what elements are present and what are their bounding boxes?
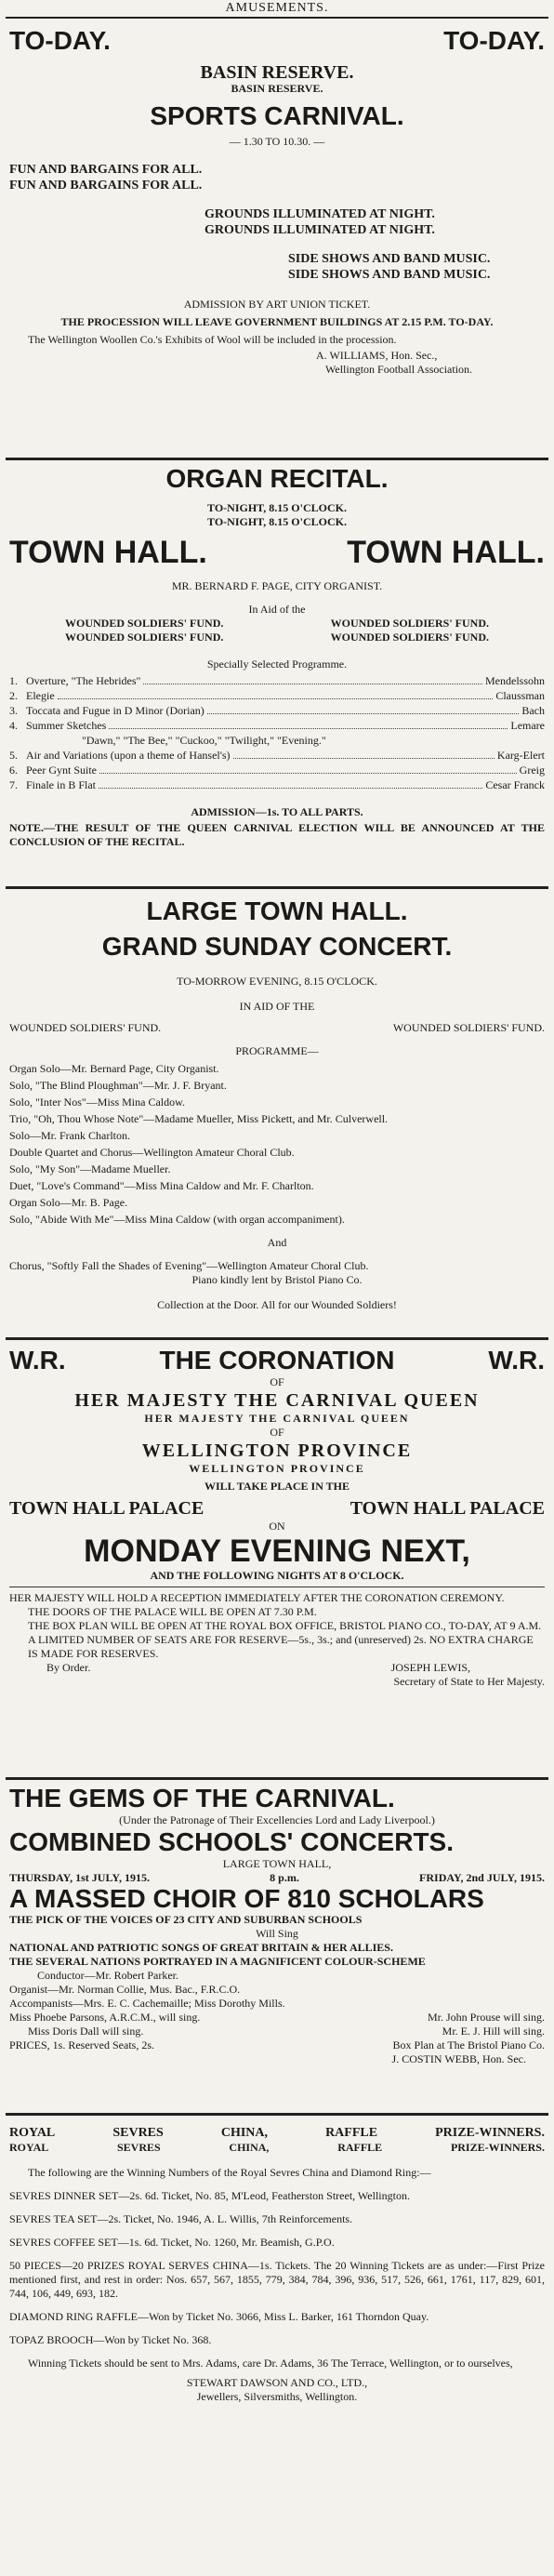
raffle-title-word: CHINA, <box>220 2126 269 2140</box>
newspaper-page <box>6 0 548 2534</box>
leader-dots <box>58 688 494 699</box>
singer-prouse: Mr. John Prouse will sing. <box>427 2011 545 2024</box>
item-composer: Claussman <box>495 689 545 702</box>
leader-dots <box>207 703 520 714</box>
province-line-1: WELLINGTON PROVINCE <box>141 1441 413 1461</box>
coronation-ad <box>6 1346 548 1773</box>
item-title: Finale in B Flat <box>26 778 96 791</box>
divider <box>6 1777 548 1780</box>
concert-time: 8 p.m. <box>270 1871 299 1884</box>
programme-item <box>9 718 545 733</box>
her-majesty-line-2: HER MAJESTY THE CARNIVAL QUEEN <box>144 1412 410 1425</box>
item-number: 4. <box>9 719 18 732</box>
raffle-title-word: CHINA, <box>229 2141 270 2154</box>
coronation-title: THE CORONATION <box>159 1346 395 1374</box>
will-take-place: WILL TAKE PLACE IN THE <box>204 1480 350 1493</box>
massed-choir: A MASSED CHOIR OF 810 SCHOLARS <box>9 1884 484 1913</box>
jewellers-line: Jewellers, Silversmiths, Wellington. <box>196 2390 358 2403</box>
programme-list <box>9 1062 545 1227</box>
item-title: "Dawn," "The Bee," "Cuckoo," "Twilight," "Evening." <box>82 734 326 747</box>
programme-line: Duet, "Love's Command"—Miss Mina Caldow and Mr. F. Charlton. <box>9 1179 314 1192</box>
basin-line-2: BASIN RESERVE. <box>231 82 323 95</box>
doors-line: THE DOORS OF THE PALACE WILL BE OPEN AT 7.30 P.M. <box>28 1605 317 1618</box>
item-composer: Bach <box>521 704 545 717</box>
sign-1: JOSEPH LEWIS, <box>390 1661 470 1674</box>
piano-line: Piano kindly lent by Bristol Piano Co. <box>191 1273 363 1286</box>
winning-tickets-line: Winning Tickets should be sent to Mrs. Adams, care Dr. Adams, 36 The Terrace, Wellington, or to ourselves, <box>28 2357 513 2370</box>
of-line-2: OF <box>270 1426 284 1439</box>
raffle-title-word: ROYAL <box>9 2126 56 2140</box>
item-number: 6. <box>9 764 18 777</box>
fund-2: WOUNDED SOLDIERS' FUND. <box>330 617 489 630</box>
her-majesty-line-1: HER MAJESTY THE CARNIVAL QUEEN <box>74 1390 480 1411</box>
organist-line: Organist—Mr. Norman Collie, Mus. Bac., F.R.C.O. <box>9 1983 241 1996</box>
fund-row-1 <box>9 617 545 631</box>
singer-dall: Miss Doris Dall will sing. <box>28 2025 144 2038</box>
side-shows-line-1: SIDE SHOWS AND BAND MUSIC. <box>288 252 491 266</box>
grounds-line-1: GROUNDS ILLUMINATED AT NIGHT. <box>204 207 435 221</box>
procession-line: THE PROCESSION WILL LEAVE GOVERNMENT BUILDINGS AT 2.15 P.M. TO-DAY. <box>60 315 494 328</box>
programme-line: Solo, "The Blind Ploughman"—Mr. J. F. Bryant. <box>9 1079 227 1092</box>
raffle-title-word: PRIZE-WINNERS. <box>450 2141 545 2154</box>
box-plan: Box Plan at The Bristol Piano Co. <box>392 2038 545 2052</box>
venue-line: LARGE TOWN HALL, <box>222 1857 332 1870</box>
dates-row <box>9 1871 545 1885</box>
leader-dots <box>99 777 482 789</box>
item-title: Summer Sketches <box>26 719 107 732</box>
programme-heading: PROGRAMME— <box>235 1044 319 1057</box>
coffee-set-line: SEVRES COFFEE SET—1s. 6d. Ticket, No. 1260, Mr. Beamish, G.P.O. <box>9 2236 335 2249</box>
divider <box>6 458 548 460</box>
tonight-line-2: TO-NIGHT, 8.15 O'CLOCK. <box>207 515 347 528</box>
organ-recital-ad <box>6 464 548 883</box>
monday-line: MONDAY EVENING NEXT, <box>84 1534 470 1569</box>
item-title: Toccata and Fugue in D Minor (Dorian) <box>26 704 204 717</box>
hon-sec: J. COSTIN WEBB, Hon. Sec. <box>391 2052 526 2065</box>
by-order-row <box>9 1661 545 1675</box>
leader-dots <box>143 673 482 684</box>
prices-row <box>9 2038 545 2052</box>
gems-title: THE GEMS OF THE CARNIVAL. <box>9 1784 395 1812</box>
dinner-set-line: SEVRES DINNER SET—2s. 6d. Ticket, No. 85, M'Leod, Featherston Street, Wellington. <box>9 2189 410 2202</box>
divider <box>6 886 548 889</box>
singer-hill: Mr. E. J. Hill will sing. <box>442 2025 545 2038</box>
today-right: TO-DAY. <box>443 26 545 55</box>
will-sing: Will Sing <box>256 1927 298 1940</box>
item-number: 3. <box>9 704 18 717</box>
item-composer: Karg-Elert <box>496 749 545 762</box>
on-line: ON <box>269 1520 285 1533</box>
programme-item <box>9 703 545 718</box>
programme-item <box>9 748 545 763</box>
fund-1: WOUNDED SOLDIERS' FUND. <box>65 617 224 630</box>
raffle-intro: The following are the Winning Numbers of the Royal Sevres China and Diamond Ring:— <box>28 2166 431 2179</box>
raffle-title-word: SEVRES <box>116 2141 161 2154</box>
item-title: Overture, "The Hebrides" <box>26 674 141 687</box>
town-hall-palace-row-1 <box>9 1497 545 1520</box>
item-title: Peer Gynt Suite <box>26 764 97 777</box>
fund-4: WOUNDED SOLDIERS' FUND. <box>330 631 489 644</box>
fund-left: WOUNDED SOLDIERS' FUND. <box>9 1021 162 1034</box>
basin-reserve <box>9 63 545 96</box>
fund-3: WOUNDED SOLDIERS' FUND. <box>65 631 224 644</box>
woollen-line: The Wellington Woollen Co.'s Exhibits of Wool will be included in the procession. <box>28 333 397 346</box>
and-line: And <box>267 1236 287 1249</box>
town-hall-row <box>9 535 545 570</box>
fun-line-2: FUN AND BARGAINS FOR ALL. <box>9 179 203 193</box>
town-hall-palace-1: TOWN HALL PALACE <box>9 1498 204 1519</box>
election-note: NOTE.—THE RESULT OF THE QUEEN CARNIVAL ELECTION WILL BE ANNOUNCED AT THE CONCLUSION OF THE RECITAL. <box>9 821 545 848</box>
conductor-line: Conductor—Mr. Robert Parker. <box>37 1969 178 1982</box>
sign-2: Secretary of State to Her Majesty. <box>393 1675 545 1688</box>
pick-line: THE PICK OF THE VOICES OF 23 CITY AND SUBURBAN SCHOOLS <box>9 1913 363 1926</box>
province-line-2: WELLINGTON PROVINCE <box>189 1462 365 1475</box>
programme-list <box>9 673 545 792</box>
stewart-dawson: STEWART DAWSON AND CO., LTD., <box>186 2376 368 2389</box>
gems-carnival-ad <box>6 1784 548 2109</box>
in-aid-line: IN AID OF THE <box>239 1000 315 1013</box>
diamond-ring-line: DIAMOND RING RAFFLE—Won by Ticket No. 3066, Miss L. Barker, 161 Thorndon Quay. <box>9 2310 429 2323</box>
leader-dots <box>233 748 495 759</box>
carnival-time: — 1.30 TO 10.30. — <box>229 135 325 148</box>
programme-line: Organ Solo—Mr. Bernard Page, City Organist. <box>9 1062 219 1075</box>
leader-dots <box>99 763 517 774</box>
item-composer: Mendelssohn <box>485 674 545 687</box>
raffle-title-row-1 <box>9 2125 545 2141</box>
seats-line: A LIMITED NUMBER OF SEATS ARE FOR RESERVE—5s., 3s.; and (unreserved) 2s. NO EXTRA CHARGE IS MADE FOR RESERVES. <box>28 1633 534 1660</box>
grounds-line-2: GROUNDS ILLUMINATED AT NIGHT. <box>204 223 435 237</box>
programme-item <box>9 763 545 777</box>
grand-sunday-title: GRAND SUNDAY CONCERT. <box>101 932 453 961</box>
sports-carnival-title: SPORTS CARNIVAL. <box>150 101 404 130</box>
singers-row-2 <box>9 2025 545 2038</box>
item-composer: Greig <box>519 764 545 777</box>
programme-line: Solo—Mr. Frank Charlton. <box>9 1129 131 1142</box>
programme-line: Double Quartet and Chorus—Wellington Amateur Choral Club. <box>9 1146 295 1159</box>
fifty-pieces-line: 50 PIECES—20 PRIZES ROYAL SERVES CHINA—1s. Tickets. The 20 Winning Tickets are as under:—First Prize mentioned first, and rest in order: Nos. 657, 567, 1855, 779, 384, 784, 396, 936, 517, 526, 661, 1761, 117, 829, 601, 744, 106, 449, 693, 182. <box>9 2259 545 2300</box>
fund-right: WOUNDED SOLDIERS' FUND. <box>392 1021 545 1034</box>
of-line: OF <box>270 1375 284 1388</box>
evening-line: TO-MORROW EVENING, 8.15 O'CLOCK. <box>177 975 377 988</box>
today-row <box>9 26 545 56</box>
basin-line-1: BASIN RESERVE. <box>200 62 354 83</box>
fund-row-2 <box>9 631 545 644</box>
programme-line: Trio, "Oh, Thou Whose Note"—Madame Mueller, Miss Pickett, and Mr. Culverwell. <box>9 1112 389 1125</box>
leader-dots <box>109 718 508 729</box>
fund-row <box>9 1021 545 1035</box>
item-number <box>9 733 26 748</box>
topaz-brooch-line: TOPAZ BROOCH—Won by Ticket No. 368. <box>9 2333 212 2346</box>
programme-line: Solo, "Abide With Me"—Miss Mina Caldow (with organ accompaniment). <box>9 1213 345 1226</box>
programme-line: Solo, "My Son"—Madame Mueller. <box>9 1162 171 1175</box>
reception-line: HER MAJESTY WILL HOLD A RECEPTION IMMEDIATELY AFTER THE CORONATION CEREMONY. <box>9 1591 505 1604</box>
programme-item <box>9 777 545 792</box>
item-composer: Lemare <box>510 719 545 732</box>
singers-row-1 <box>9 2011 545 2025</box>
date-left: THURSDAY, 1st JULY, 1915. <box>9 1871 150 1884</box>
item-composer: Cesar Franck <box>485 778 545 791</box>
following-nights: AND THE FOLLOWING NIGHTS AT 8 O'CLOCK. <box>150 1569 404 1582</box>
admission-line: ADMISSION—1s. TO ALL PARTS. <box>191 805 363 818</box>
divider <box>6 1337 548 1340</box>
tonight-line-1: TO-NIGHT, 8.15 O'CLOCK. <box>207 501 347 514</box>
programme-item <box>9 733 545 748</box>
in-aid-line: In Aid of the <box>248 603 306 616</box>
item-number: 5. <box>9 749 18 762</box>
collection-line: Collection at the Door. All for our Wounded Soldiers! <box>157 1298 397 1311</box>
date-right: FRIDAY, 2nd JULY, 1915. <box>419 1871 545 1884</box>
accompanists-line: Accompanists—Mrs. E. C. Cachemaille; Miss Dorothy Mills. <box>9 1997 285 2010</box>
programme-line: Solo, "Inter Nos"—Miss Mina Caldow. <box>9 1095 186 1109</box>
nations-line: THE SEVERAL NATIONS PORTRAYED IN A MAGNIFICENT COLOUR-SCHEME <box>9 1955 426 1968</box>
item-number: 2. <box>9 689 18 702</box>
programme-item <box>9 688 545 703</box>
by-order: By Order. <box>46 1661 91 1674</box>
organ-recital-title: ORGAN RECITAL. <box>165 464 389 493</box>
item-title: Air and Variations (upon a theme of Hansel's) <box>26 749 231 762</box>
raffle-title-row-2 <box>9 2141 545 2155</box>
coronation-title-row <box>9 1346 545 1375</box>
organist-line: MR. BERNARD F. PAGE, CITY ORGANIST. <box>171 579 383 592</box>
prices: PRICES, 1s. Reserved Seats, 2s. <box>9 2038 154 2052</box>
item-number: 1. <box>9 674 18 687</box>
patronage-line: (Under the Patronage of Their Excellencies Lord and Lady Liverpool.) <box>119 1813 435 1826</box>
signoff-1: A. WILLIAMS, Hon. Sec., <box>316 349 438 362</box>
side-shows-line-2: SIDE SHOWS AND BAND MUSIC. <box>288 268 491 282</box>
section-header: AMUSEMENTS. <box>6 0 548 19</box>
large-town-hall-title: LARGE TOWN HALL. <box>146 896 408 925</box>
town-hall-left: TOWN HALL. <box>9 535 207 570</box>
wr-left: W.R. <box>9 1346 66 1374</box>
sevres-raffle-ad <box>6 2125 548 2534</box>
programme-item <box>9 673 545 688</box>
town-hall-palace-2: TOWN HALL PALACE <box>350 1498 545 1519</box>
today-left: TO-DAY. <box>9 26 111 55</box>
box-plan-line: THE BOX PLAN WILL BE OPEN AT THE ROYAL BOX OFFICE, BRISTOL PIANO CO., TO-DAY, AT 9 A.M. <box>28 1619 542 1632</box>
singer-phoebe: Miss Phoebe Parsons, A.R.C.M., will sing. <box>9 2011 201 2024</box>
tea-set-line: SEVRES TEA SET—2s. Ticket, No. 1946, A. L. Willis, 7th Reinforcements. <box>9 2212 353 2225</box>
raffle-title-word: RAFFLE <box>337 2141 383 2154</box>
divider <box>6 2113 548 2116</box>
item-number: 7. <box>9 778 18 791</box>
signoff-2: Wellington Football Association. <box>325 363 473 376</box>
programme-line: Organ Solo—Mr. B. Page. <box>9 1196 128 1209</box>
raffle-title-word: ROYAL <box>9 2141 49 2154</box>
raffle-title-word: PRIZE-WINNERS. <box>435 2126 545 2140</box>
songs-line: NATIONAL AND PATRIOTIC SONGS OF GREAT BRITAIN & HER ALLIES. <box>9 1941 393 1954</box>
chorus-line: Chorus, "Softly Fall the Shades of Evening"—Wellington Amateur Choral Club. <box>9 1259 369 1272</box>
raffle-title-word: RAFFLE <box>325 2126 378 2140</box>
wr-right: W.R. <box>488 1346 545 1374</box>
town-hall-right: TOWN HALL. <box>347 535 545 570</box>
sports-carnival-ad <box>6 26 548 454</box>
sunday-concert-ad <box>6 896 548 1334</box>
combined-schools-title: COMBINED SCHOOLS' CONCERTS. <box>9 1827 455 1856</box>
fun-line-1: FUN AND BARGAINS FOR ALL. <box>9 163 203 177</box>
programme-heading: Specially Selected Programme. <box>206 657 348 671</box>
admission-line: ADMISSION BY ART UNION TICKET. <box>183 298 371 311</box>
item-title: Elegie <box>26 689 55 702</box>
raffle-title-word: SEVRES <box>112 2126 164 2140</box>
